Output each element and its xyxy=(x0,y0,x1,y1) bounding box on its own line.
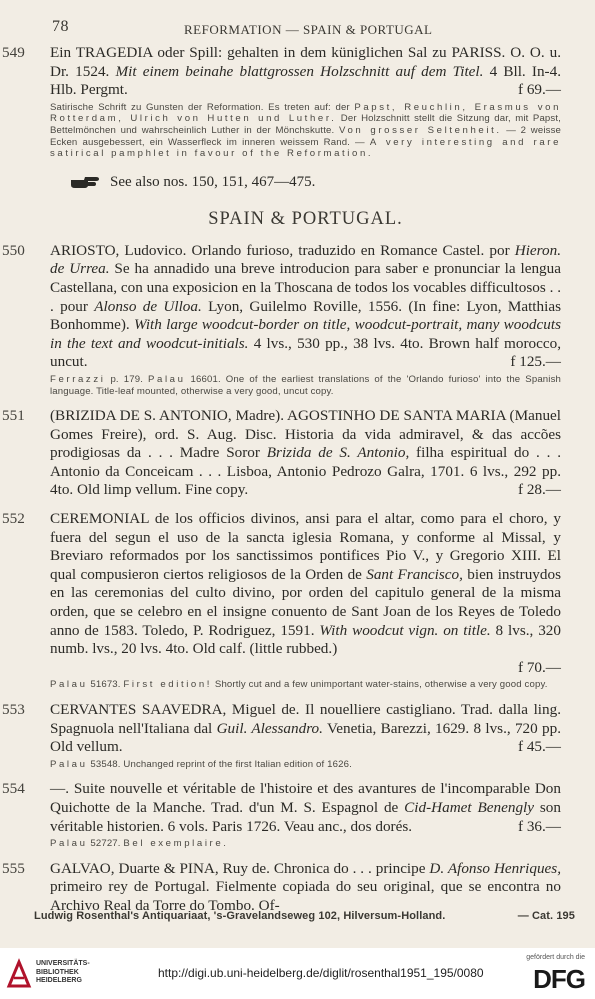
catalog-number: — Cat. 195 xyxy=(517,910,575,922)
catalog-entry-550 xyxy=(2,241,562,397)
entry-text: (BRIZIDA DE S. ANTONIO, Madre). AGOSTINHO DE SANTA MARIA (Manuel Gomes Freire), ord. S. Aug. Disc. Historia da vida admiravel, & das accões prodigiosas da . . . Madre Soror Brizida de S. Antonio, filha espiritual do . . . Antonio da Conceicam . . . Lisboa, Antonio Pedrozo Galra, 1701. 6 lvs., 292 pp. 4to. Old limp vellum. Fine copy. f 28.— xyxy=(50,407,561,499)
entry-price: f 70.— xyxy=(517,658,561,676)
entry-number: 551 xyxy=(2,407,25,425)
funding-note: gefördert durch die xyxy=(526,954,585,961)
entry-price: f 125.— xyxy=(510,353,561,371)
catalog-entry-553 xyxy=(2,701,561,770)
entry-price: f 36.— xyxy=(517,817,561,835)
catalog-entry-549 xyxy=(2,44,562,160)
running-title: REFORMATION — SPAIN & PORTUGAL xyxy=(184,22,433,37)
entry-text: GALVAO, Duarte & PINA, Ruy de. Chronica do . . . principe D. Afonso Henriques, primeiro rey de Portugal. Fielmente copiada do seu original, que se encontra no Archivo Real da Torre do Tombo. Of- xyxy=(50,859,562,914)
see-also-text: See also nos. 150, 151, 467—475. xyxy=(110,173,316,190)
catalog-entry-552 xyxy=(2,510,561,691)
catalog-entry-551 xyxy=(2,407,561,500)
entry-price: f 28.— xyxy=(517,481,561,499)
section-title: SPAIN & PORTUGAL. xyxy=(208,208,403,229)
page-footer xyxy=(34,910,575,922)
publisher-address: Ludwig Rosenthal's Antiquariaat, 's-Gravelandseweg 102, Hilversum-Holland. xyxy=(34,910,446,922)
catalog-entry-554 xyxy=(2,780,561,850)
entry-text: —. Suite nouvelle et véritable de l'histoire et des avantures de l'incomparable Don Quichotte de la Manche. Trad. d'un M. S. Espagnol de Cid-Hamet Benengly son véritable historien. 6 vols. Paris 1726. Veau anc., dos dorés. f 36.— xyxy=(50,780,561,835)
entry-text: CERVANTES SAAVEDRA, Miguel de. Il nouelliere castigliano. Trad. dalla ling. Spagnuola nell'Italiana dal Guil. Alessandro. Venetia, Barezzi, 1629. 8 lvs., 720 pp. Old vellum. f 45.— xyxy=(50,701,561,756)
library-name: UNIVERSITÄTS- BIBLIOTHEK HEIDELBERG xyxy=(36,960,90,984)
entry-note: Palau 52727. Bel exemplaire. xyxy=(50,838,229,850)
page-content xyxy=(2,44,562,922)
pointing-hand-icon xyxy=(70,176,100,189)
entry-note: Satirische Schrift zu Gunsten der Reformation. Es treten auf: der Papst, Reuchlin, Erasmus von Rotterdam, Ulrich von Hutten und Luther. Der Holzschnitt stellt die Sitzung dar, mit Papst, Bettelmönchen und wahrscheinlich Luther in der Mönchskutte. Von grosser Seltenheit. — 2 weisse Ecken ausgebessert, ein Wasserfleck im inneren weissem Rand. — A very interesting and rare satirical pamphlet in favour of the Reformation. xyxy=(50,101,562,160)
entry-number: 550 xyxy=(2,241,25,259)
entry-number: 555 xyxy=(2,859,25,877)
entry-number: 552 xyxy=(2,510,25,528)
entry-text: Ein TRAGEDIA oder Spill: gehalten in dem küniglichen Sal zu PARISS. O. O. u. Dr. 1524. Mit einem beinahe blattgrossen Holzschnitt auf dem Titel. 4 Bll. In-4. Hlb. Pergmt. f 69.— xyxy=(50,44,562,99)
entry-number: 553 xyxy=(2,701,25,718)
entry-note: Ferrazzi p. 179. Palau 16601. One of the earliest translations of the 'Orlando furioso' into the Spanish language. Title-leaf mounted, otherwise a very good, uncut copy. xyxy=(50,373,562,397)
permalink-url[interactable]: http://digi.ub.uni-heidelberg.de/diglit/rosenthal1951_195/0080 xyxy=(158,966,484,980)
see-also-reference xyxy=(70,174,561,191)
entry-number: 554 xyxy=(2,780,25,798)
entry-price: f 45.— xyxy=(517,738,561,756)
entry-price: f 69.— xyxy=(517,81,561,99)
entry-note: Palau 51673. First edition! Shortly cut and a few unimportant water-stains, otherwise a very good copy. xyxy=(50,679,548,691)
entry-number: 549 xyxy=(2,44,25,61)
entry-text: ARIOSTO, Ludovico. Orlando furioso, traduzido en Romance Castel. por Hieron. de Urrea. Se ha annadido una breve introducion para saber e pronunciar la lengua Castellana, con una exposicion en la Thoscana de todos los vocables difficultosos . . . pour Alonso de Ulloa. Lyon, Guilelmo Roville, 1556. (In fine: Lyon, Matthias Bonhomme). With large woodcut-border on title, woodcut-portrait, many woodcuts in the text and woodcut-initials. 4 lvs., 530 pp., 38 lvs. 4to. Brown half morocco, uncut. f 125.— xyxy=(50,241,561,371)
entry-note: Palau 53548. Unchanged reprint of the first Italian edition of 1626. xyxy=(50,758,352,770)
entry-text: CEREMONIAL de los officios divinos, ansi para el altar, como para el choro, y fuera del segun el uso de la sancta iglesia Romana, y conforme al Missal, y Breviaro reformados por los sanctissimos pontifices Pio V., y Gregorio XIII. El qual compusieron ciertos religiosos de la Orden de Sant Francisco, bien instruydos en las ceremonias del culto divino, por orden del capitulo general de la misma orden, que se celebro en el insigne conuento de Sant Joan de los Reyes de Toledo anno de 1583. Toledo, P. Rodriguez, 1591. With woodcut vign. on title. 8 lvs., 320 numb. lvs., 20 lvs. 4to. Old calf. (little rubbed.) xyxy=(50,510,561,658)
viewer-bottom-bar xyxy=(0,948,595,999)
page-number: 78 xyxy=(52,18,69,35)
university-library-logo-icon[interactable] xyxy=(6,958,32,990)
dfg-logo[interactable]: DFG xyxy=(533,964,585,994)
